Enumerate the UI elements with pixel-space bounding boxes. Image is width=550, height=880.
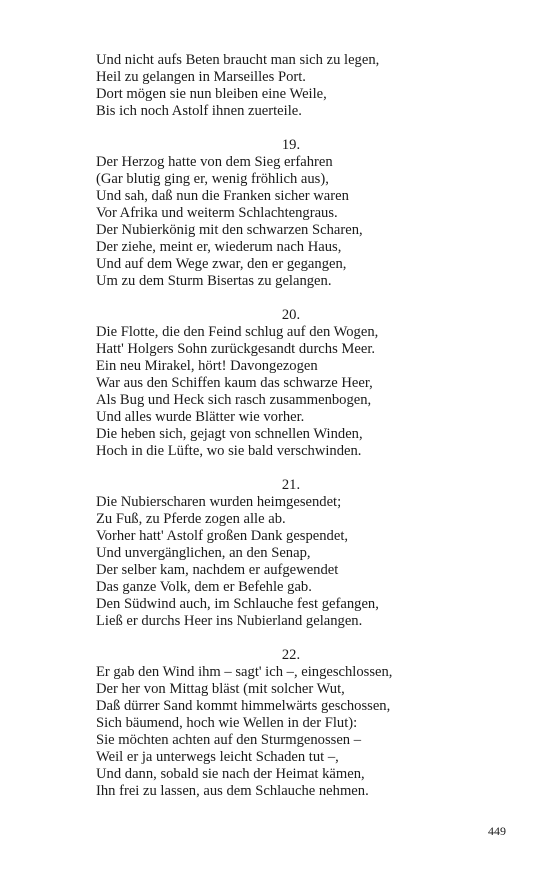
- verse-line: Hatt' Holgers Sohn zurückgesandt durchs Meer.: [96, 341, 376, 357]
- verse-line: Und unvergänglichen, an den Senap,: [96, 545, 311, 561]
- verse-line: Ein neu Mirakel, hört! Davongezogen: [96, 358, 318, 374]
- verse-line: Und nicht aufs Beten braucht man sich zu legen,: [96, 52, 380, 68]
- verse-line: Zu Fuß, zu Pferde zogen alle ab.: [96, 511, 286, 527]
- verse-line: Und alles wurde Blätter wie vorher.: [96, 409, 305, 425]
- verse-line: Sie möchten achten auf den Sturmgenossen –: [96, 732, 362, 748]
- verse-line: War aus den Schiffen kaum das schwarze Heer,: [96, 375, 373, 391]
- verse-line: Der ziehe, meint er, wiederum nach Haus,: [96, 239, 342, 255]
- verse-line: Vorher hatt' Astolf großen Dank gespendet,: [96, 528, 349, 544]
- verse-line: Sich bäumend, hoch wie Wellen in der Flut):: [96, 715, 358, 731]
- verse-line: Ließ er durchs Heer ins Nubierland gelangen.: [96, 613, 363, 629]
- stanza-20: [96, 307, 496, 460]
- verse-line: Und auf dem Wege zwar, den er gegangen,: [96, 256, 347, 272]
- verse-line: Der selber kam, nachdem er aufgewendet: [96, 562, 339, 578]
- verse-line: Daß dürrer Sand kommt himmelwärts geschossen,: [96, 698, 391, 714]
- verse-line: Die Flotte, die den Feind schlug auf den Wogen,: [96, 324, 379, 340]
- verse-line: Und sah, daß nun die Franken sicher waren: [96, 188, 349, 204]
- poem-page: [96, 52, 496, 800]
- verse-line: (Gar blutig ging er, wenig fröhlich aus),: [96, 171, 329, 187]
- verse-line: Das ganze Volk, dem er Befehle gab.: [96, 579, 312, 595]
- stanza-number: 21.: [281, 477, 301, 493]
- stanza-22: [96, 647, 496, 800]
- verse-line: Dort mögen sie nun bleiben eine Weile,: [96, 86, 327, 102]
- verse-line: Als Bug und Heck sich rasch zusammenbogen,: [96, 392, 372, 408]
- verse-line: Er gab den Wind ihm – sagt' ich –, eingeschlossen,: [96, 664, 393, 680]
- verse-line: Der Nubierkönig mit den schwarzen Scharen,: [96, 222, 363, 238]
- page-number: 449: [488, 824, 506, 838]
- verse-line: Der her von Mittag bläst (mit solcher Wut,: [96, 681, 345, 697]
- stanza-21: [96, 477, 496, 630]
- verse-line: Weil er ja unterwegs leicht Schaden tut –,: [96, 749, 339, 765]
- stanza-19: [96, 137, 496, 290]
- verse-line: Und dann, sobald sie nach der Heimat kämen,: [96, 766, 365, 782]
- verse-line: Vor Afrika und weiterm Schlachtengraus.: [96, 205, 338, 221]
- verse-line: Den Südwind auch, im Schlauche fest gefangen,: [96, 596, 379, 612]
- verse-line: Hoch in die Lüfte, wo sie bald verschwinden.: [96, 443, 362, 459]
- verse-line: Ihn frei zu lassen, aus dem Schlauche nehmen.: [96, 783, 369, 799]
- stanza-continuation: [96, 52, 496, 120]
- verse-line: Um zu dem Sturm Bisertas zu gelangen.: [96, 273, 332, 289]
- stanza-number: 20.: [281, 307, 301, 323]
- stanza-number: 22.: [281, 647, 301, 663]
- verse-line: Die heben sich, gejagt von schnellen Winden,: [96, 426, 363, 442]
- verse-line: Der Herzog hatte von dem Sieg erfahren: [96, 154, 333, 170]
- verse-line: Die Nubierscharen wurden heimgesendet;: [96, 494, 342, 510]
- verse-line: Heil zu gelangen in Marseilles Port.: [96, 69, 306, 85]
- stanza-number: 19.: [281, 137, 301, 153]
- verse-line: Bis ich noch Astolf ihnen zuerteile.: [96, 103, 302, 119]
